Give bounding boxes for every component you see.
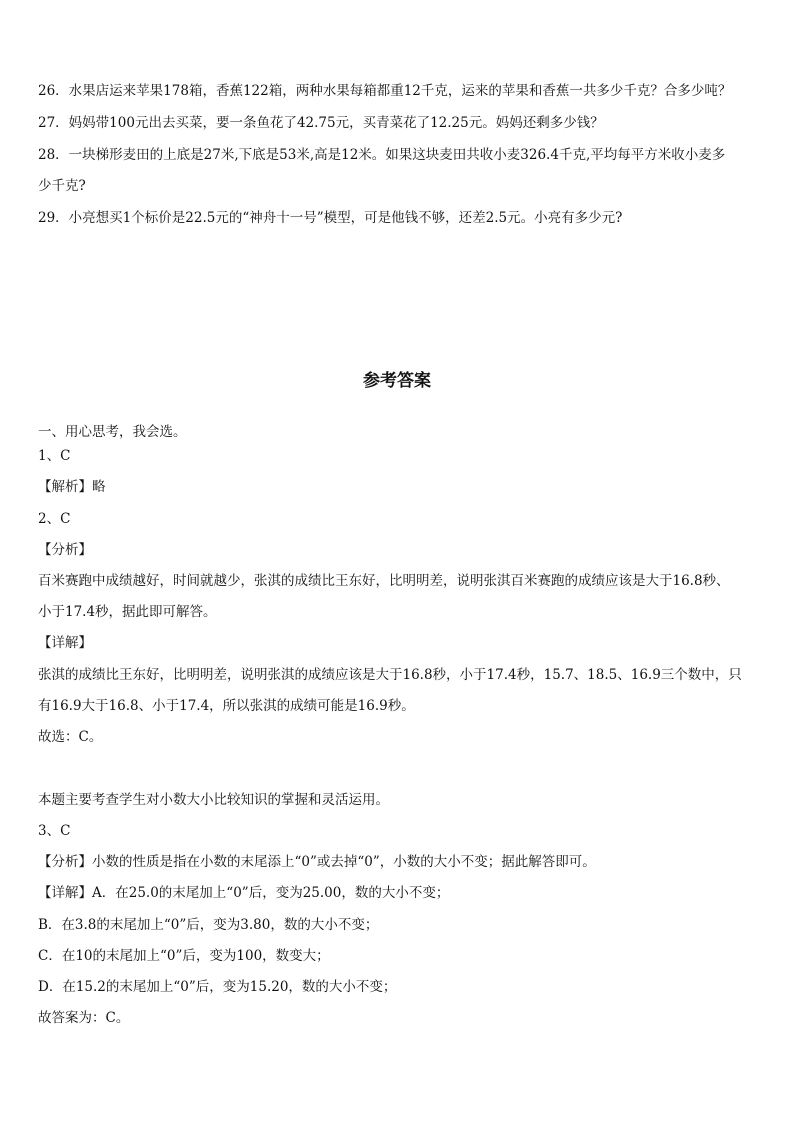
answer-1: 1、C [38, 448, 71, 464]
question-28-line-2: 少千克? [38, 178, 86, 194]
question-26: 26．水果店运来苹果178箱，香蕉122箱，两种水果每箱都重12千克，运来的苹果和香蕉一共多少千克？合多少吨？ [38, 83, 732, 99]
answer-3-detail-b: B．在3.8的末尾加上“0”后，变为3.80，数的大小不变； [38, 917, 379, 933]
answer-2-comment: 本题主要考查学生对小数大小比较知识的掌握和灵活运用。 [38, 792, 389, 808]
answer-2-detail-line-1: 张淇的成绩比王东好，比明明差，说明张淇的成绩应该是大于16.8秒，小于17.4秒，15.7、18.5、16.9三个数中，只 [38, 667, 742, 683]
answer-2-analysis-line-2: 小于17.4秒，据此即可解答。 [38, 604, 217, 620]
answer-3-conclusion: 故答案为：C。 [38, 1010, 130, 1026]
answer-2: 2、C [38, 511, 71, 527]
answer-2-detail-line-2: 有16.9大于16.8、小于17.4，所以张淇的成绩可能是16.9秒。 [38, 698, 415, 714]
answer-3-detail-c: C．在10的末尾加上“0”后，变为100，数变大； [38, 948, 330, 964]
question-28-line-1: 28．一块梯形麦田的上底是27米,下底是53米,高是12米。如果这块麦田共收小麦326.4千克,平均每平方米收小麦多 [38, 147, 726, 163]
answer-2-detail-label: 【详解】 [38, 635, 92, 651]
answer-3-detail-d: D．在15.2的末尾加上“0”后，变为15.20，数的大小不变； [38, 979, 397, 995]
section-heading: 一、用心思考，我会选。 [38, 424, 187, 440]
answer-1-analysis: 【解析】略 [38, 479, 106, 495]
answer-2-analysis-label: 【分析】 [38, 542, 92, 558]
answer-3: 3、C [38, 823, 71, 839]
answer-2-conclusion: 故选：C。 [38, 729, 103, 745]
question-27: 27．妈妈带100元出去买菜，要一条鱼花了42.75元，买青菜花了12.25元。妈妈还剩多少钱？ [38, 115, 604, 131]
answer-2-analysis-line-1: 百米赛跑中成绩越好，时间就越少，张淇的成绩比王东好，比明明差，说明张淇百米赛跑的成绩应该是大于16.8秒、 [38, 573, 730, 589]
question-29: 29．小亮想买1个标价是22.5元的“神舟十一号”模型，可是他钱不够，还差2.5元。小亮有多少元? [38, 210, 623, 226]
answer-3-detail-a: 【详解】A．在25.0的末尾加上“0”后，变为25.00，数的大小不变； [38, 885, 450, 901]
answer-3-analysis: 【分析】小数的性质是指在小数的末尾添上“0”或去掉“0”，小数的大小不变；据此解答即可。 [38, 854, 596, 870]
answer-section-title: 参考答案 [363, 371, 431, 391]
